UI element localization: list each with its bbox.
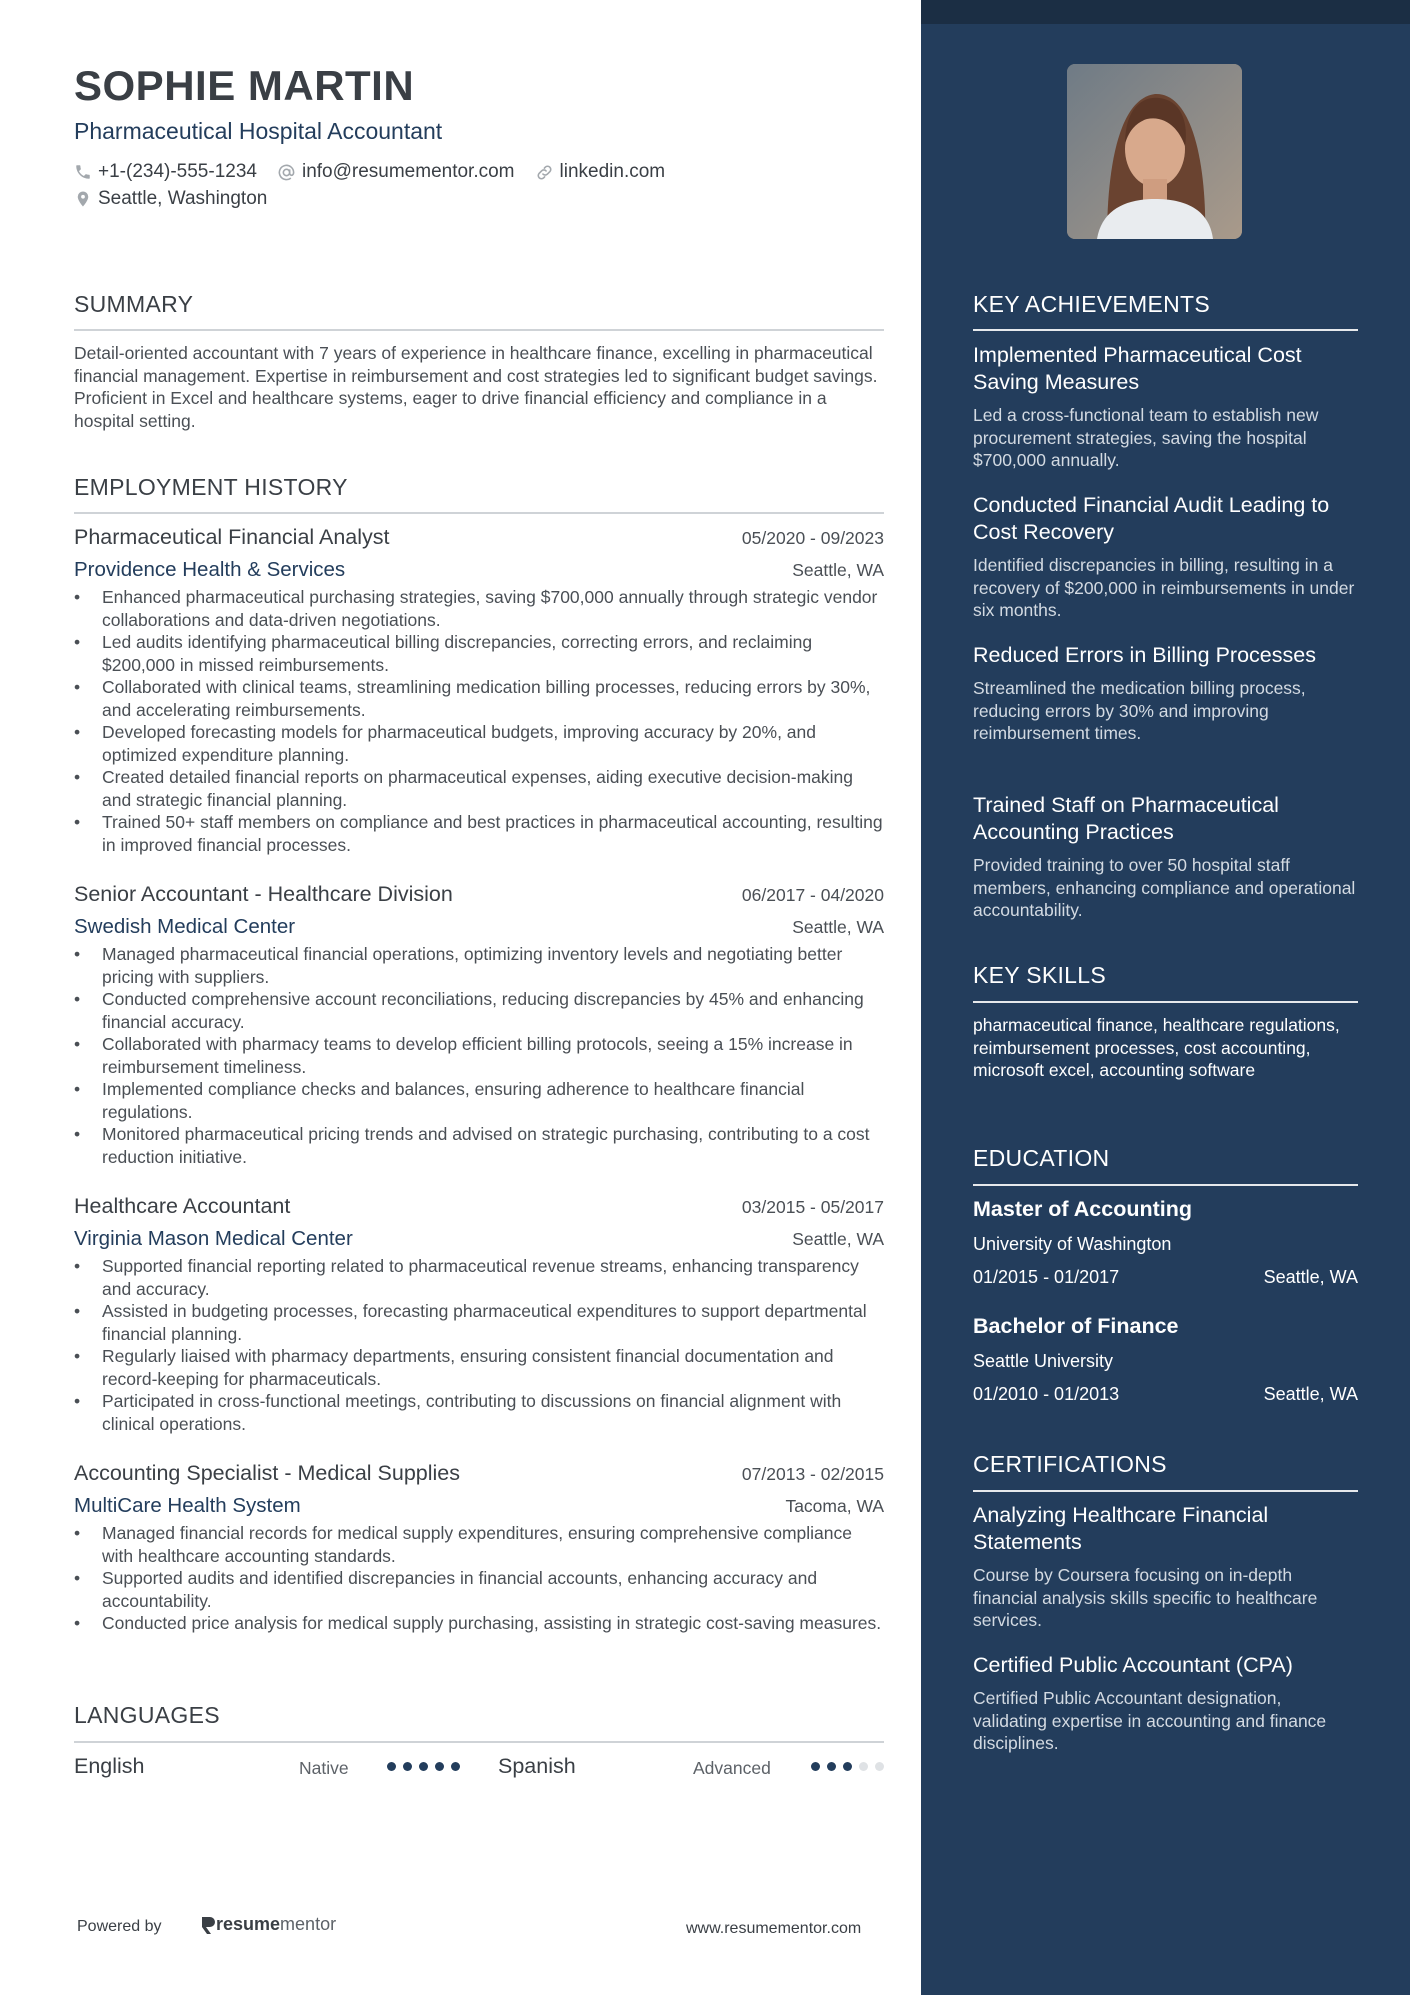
- job-entry: [74, 882, 884, 1168]
- phone-icon: [74, 163, 92, 181]
- footer-url[interactable]: www.resumementor.com: [686, 1920, 862, 1937]
- certifications-heading: CERTIFICATIONS: [973, 1451, 1167, 1477]
- bullet-item: • Regularly liaised with pharmacy departments, ensuring consistent financial documentation and record-keeping for pharmaceuticals.: [74, 1345, 884, 1390]
- education-degree: Master of Accounting: [973, 1197, 1192, 1221]
- powered-by-label: Powered by: [77, 1918, 162, 1935]
- candidate-name: SOPHIE MARTIN: [74, 62, 415, 109]
- achievements-heading: KEY ACHIEVEMENTS: [973, 291, 1211, 317]
- job-entry-title: Accounting Specialist - Medical Supplies: [74, 1461, 461, 1485]
- job-entry-company: Providence Health & Services: [74, 558, 346, 581]
- achievement-desc: Led a cross-functional team to establish new procurement strategies, saving the hospital $700,000 annually.: [973, 405, 1319, 470]
- contact-phone: [74, 161, 257, 183]
- contact-email: [277, 161, 515, 183]
- education-location: Seattle, WA: [1263, 1384, 1358, 1404]
- certification-item: [973, 1502, 1358, 1632]
- language-name: English: [74, 1754, 145, 1778]
- location-pin-icon: [74, 189, 92, 209]
- rating-dot-filled: [435, 1762, 444, 1771]
- certification-title: Analyzing Healthcare Financial Statements: [973, 1503, 1269, 1554]
- logo-text-light: mentor: [280, 1914, 337, 1934]
- job-entry-title: Pharmaceutical Financial Analyst: [74, 525, 390, 549]
- achievement-desc: Identified discrepancies in billing, resulting in a recovery of $200,000 in reimbursements in under six months.: [973, 555, 1355, 620]
- job-bullets: [74, 1255, 884, 1435]
- rating-dot-filled: [403, 1762, 412, 1771]
- job-entry-location: Seattle, WA: [792, 917, 884, 937]
- logo-text-bold: resume: [216, 1914, 281, 1934]
- rating-dot-empty: [875, 1762, 884, 1771]
- achievement-title: Trained Staff on Pharmaceutical Accounting Practices: [973, 793, 1279, 844]
- education-school: University of Washington: [973, 1234, 1172, 1254]
- education-heading: EDUCATION: [973, 1145, 1110, 1171]
- job-entry-title: Senior Accountant - Healthcare Division: [74, 882, 453, 906]
- certification-desc: Course by Coursera focusing on in-depth financial analysis skills specific to healthcare services.: [973, 1565, 1318, 1630]
- bullet-item: • Trained 50+ staff members on compliance and best practices in pharmaceutical accounting, resulting in improved financial processes.: [74, 811, 884, 856]
- bullet-item: • Monitored pharmaceutical pricing trends and advised on strategic purchasing, contributing to a cost reduction initiative.: [74, 1123, 884, 1168]
- contact-row: [74, 161, 685, 183]
- achievement-item: [973, 342, 1358, 472]
- job-bullets: [74, 943, 884, 1168]
- education-degree: Bachelor of Finance: [973, 1314, 1179, 1338]
- job-bullets: [74, 1522, 884, 1635]
- sidebar-top-bar: [921, 0, 1410, 24]
- certification-desc: Certified Public Accountant designation, validating expertise in accounting and finance disciplines.: [973, 1688, 1327, 1753]
- skills-divider: [973, 1001, 1358, 1003]
- achievement-desc: Provided training to over 50 hospital staff members, enhancing compliance and operational accountability.: [973, 855, 1356, 920]
- job-entry-dates: 06/2017 - 04/2020: [741, 885, 884, 905]
- skills-text: pharmaceutical finance, healthcare regulations, reimbursement processes, cost accounting, microsoft excel, accounting software: [973, 1015, 1340, 1080]
- rating-dot-filled: [419, 1762, 428, 1771]
- bullet-item: • Participated in cross-functional meetings, contributing to discussions on financial alignment with clinical operations.: [74, 1390, 884, 1435]
- resumementor-logo-icon: [200, 1915, 216, 1935]
- education-school: Seattle University: [973, 1351, 1114, 1371]
- language-name: Spanish: [498, 1754, 576, 1778]
- bullet-item: • Created detailed financial reports on pharmaceutical expenses, aiding executive decision-making and strategic financial planning.: [74, 766, 884, 811]
- job-bullets: [74, 586, 884, 856]
- bullet-item: • Collaborated with clinical teams, streamlining medication billing processes, reducing errors by 30%, and accelerating reimbursements.: [74, 676, 884, 721]
- education-item: [973, 1314, 1358, 1405]
- bullet-item: • Implemented compliance checks and balances, ensuring adherence to healthcare financial regulations.: [74, 1078, 884, 1123]
- bullet-item: • Supported audits and identified discrepancies in financial accounts, enhancing accuracy and accountability.: [74, 1567, 884, 1612]
- bullet-item: • Conducted comprehensive account reconciliations, reducing discrepancies by 45% and enhancing financial accuracy.: [74, 988, 884, 1033]
- bullet-item: • Managed financial records for medical supply expenditures, ensuring comprehensive compliance with healthcare accounting standards.: [74, 1522, 884, 1567]
- sidebar: [921, 0, 1410, 1995]
- summary-heading: SUMMARY: [74, 291, 194, 317]
- job-entry-location: Seattle, WA: [792, 1229, 884, 1249]
- contact-linkedin: [535, 161, 666, 183]
- profile-photo: [1067, 64, 1242, 239]
- bullet-item: • Supported financial reporting related to pharmaceutical revenue streams, enhancing transparency and accuracy.: [74, 1255, 884, 1300]
- job-entry-location: Tacoma, WA: [785, 1496, 884, 1516]
- bullet-item: • Developed forecasting models for pharmaceutical budgets, improving accuracy by 20%, and optimized expenditure planning.: [74, 721, 884, 766]
- job-entry-dates: 05/2020 - 09/2023: [741, 528, 884, 548]
- certifications-divider: [973, 1490, 1358, 1492]
- language-rating: [811, 1762, 891, 1771]
- job-entry-dates: 07/2013 - 02/2015: [741, 1464, 884, 1484]
- summary-text: Detail-oriented accountant with 7 years of experience in healthcare finance, excelling in pharmaceutical financial management. Expertise in reimbursement and cost strategies led to significant budget savings. Proficient in Excel and healthcare systems, eager to drive financial efficiency and compliance in a hospital setting.: [74, 343, 878, 431]
- achievement-item: [973, 642, 1358, 745]
- rating-dot-filled: [451, 1762, 460, 1771]
- summary-divider: [74, 329, 884, 331]
- phone-text[interactable]: +1-(234)-555-1234: [98, 161, 257, 182]
- bullet-item: • Conducted price analysis for medical supply purchasing, assisting in strategic cost-saving measures.: [74, 1612, 884, 1635]
- education-divider: [973, 1184, 1358, 1186]
- rating-dot-filled: [811, 1762, 820, 1771]
- job-entry-company: Swedish Medical Center: [74, 915, 296, 938]
- education-dates: 01/2010 - 01/2013: [973, 1384, 1120, 1404]
- employment-heading: EMPLOYMENT HISTORY: [74, 474, 348, 500]
- job-entry-dates: 03/2015 - 05/2017: [741, 1197, 884, 1217]
- contact-location: [74, 188, 267, 210]
- languages-heading: LANGUAGES: [74, 1702, 220, 1728]
- job-entry-company: Virginia Mason Medical Center: [74, 1227, 353, 1250]
- job-entry-company: MultiCare Health System: [74, 1494, 301, 1517]
- language-rating: [387, 1762, 467, 1771]
- bullet-item: • Assisted in budgeting processes, forecasting pharmaceutical expenditures to support departmental financial planning.: [74, 1300, 884, 1345]
- certification-item: [973, 1652, 1358, 1755]
- portrait-image: [1067, 64, 1242, 239]
- rating-dot-filled: [387, 1762, 396, 1771]
- skills-heading: KEY SKILLS: [973, 962, 1106, 988]
- achievement-desc: Streamlined the medication billing process, reducing errors by 30% and improving reimbursement times.: [973, 678, 1306, 743]
- linkedin-text[interactable]: linkedin.com: [559, 161, 666, 182]
- rating-dot-filled: [827, 1762, 836, 1771]
- achievements-divider: [973, 329, 1358, 331]
- link-icon: [535, 163, 554, 182]
- education-location: Seattle, WA: [1263, 1267, 1358, 1287]
- education-dates: 01/2015 - 01/2017: [973, 1267, 1120, 1287]
- employment-divider: [74, 512, 884, 514]
- resumementor-logo[interactable]: [200, 1914, 336, 1935]
- language-level: Advanced: [693, 1758, 771, 1778]
- achievement-title: Reduced Errors in Billing Processes: [973, 643, 1316, 667]
- bullet-item: • Managed pharmaceutical financial operations, optimizing inventory levels and negotiating better pricing with suppliers.: [74, 943, 884, 988]
- email-text[interactable]: info@resumementor.com: [301, 161, 515, 182]
- job-entry: [74, 1194, 884, 1435]
- job-entry-location: Seattle, WA: [792, 560, 884, 580]
- certification-title: Certified Public Accountant (CPA): [973, 1653, 1293, 1677]
- at-icon: [277, 163, 296, 182]
- bullet-item: • Enhanced pharmaceutical purchasing strategies, saving $700,000 annually through strategic vendor collaborations and data-driven negotiations.: [74, 586, 884, 631]
- languages-divider: [74, 1741, 884, 1743]
- rating-dot-filled: [843, 1762, 852, 1771]
- contact-row-2: [74, 188, 287, 210]
- job-entry: [74, 1461, 884, 1635]
- job-entry-title: Healthcare Accountant: [74, 1194, 291, 1218]
- job-title: Pharmaceutical Hospital Accountant: [74, 118, 443, 144]
- education-item: [973, 1197, 1358, 1288]
- achievement-item: [973, 492, 1358, 622]
- achievement-item: [973, 792, 1358, 922]
- job-entry: [74, 525, 884, 856]
- language-level: Native: [299, 1758, 349, 1778]
- achievement-title: Implemented Pharmaceutical Cost Saving Measures: [973, 343, 1302, 394]
- location-text: Seattle, Washington: [98, 188, 268, 209]
- bullet-item: • Led audits identifying pharmaceutical billing discrepancies, correcting errors, and reclaiming $200,000 in missed reimbursements.: [74, 631, 884, 676]
- achievement-title: Conducted Financial Audit Leading to Cost Recovery: [973, 493, 1330, 544]
- languages-row: [74, 1754, 884, 1784]
- rating-dot-empty: [859, 1762, 868, 1771]
- bullet-item: • Collaborated with pharmacy teams to develop efficient billing protocols, seeing a 15% increase in reimbursement timeliness.: [74, 1033, 884, 1078]
